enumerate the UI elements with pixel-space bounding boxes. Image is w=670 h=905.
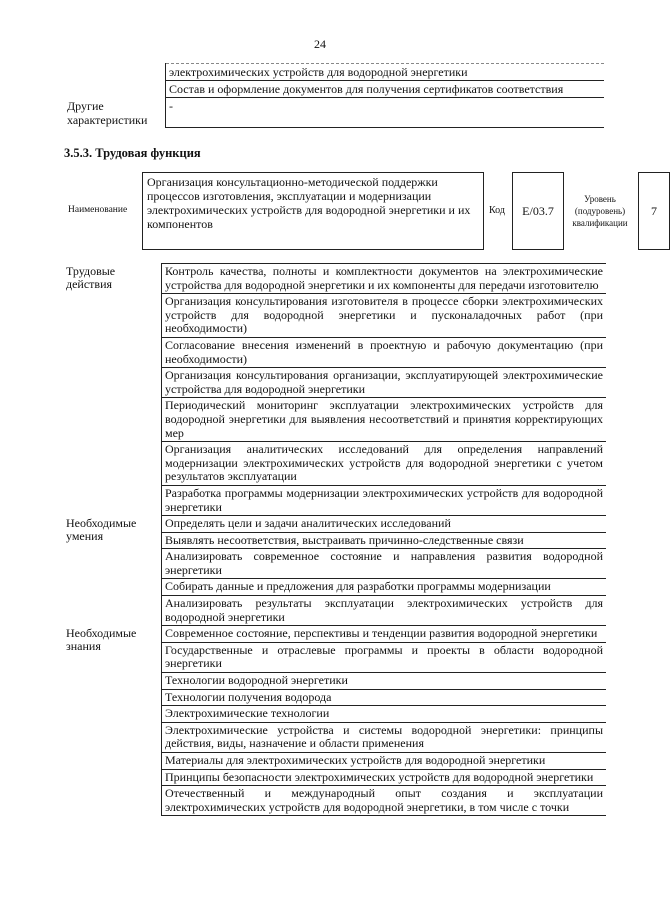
qualification-level-label: Уровень (подуровень) квалификации: [572, 194, 628, 228]
row-label: [64, 81, 166, 98]
list-item: Анализировать результаты эксплуатации электрохимических устройств для водородной энергетики: [162, 596, 607, 626]
row-value: Состав и оформление документов для получения сертификатов соответствия: [166, 81, 605, 98]
table-row: [64, 64, 604, 81]
category-required-skills: Необходимые умения: [66, 515, 137, 544]
category-required-knowledge: Необходимые знания: [66, 625, 137, 654]
table-row: [64, 626, 606, 643]
list-item: Организация аналитических исследований для определения направлений модернизации электрохимических устройств для водородной энергетики с учетом результатов эксплуатации: [162, 442, 607, 486]
list-item: Электрохимические технологии: [162, 706, 607, 723]
list-item: Технологии получения водорода: [162, 689, 607, 706]
list-item: Разработка программы модернизации электрохимических устройств для водородной энергетики: [162, 485, 607, 515]
list-item: Отечественный и международный опыт создания и эксплуатации электрохимических устройств для водородной энергетики, в том числе с точки: [162, 786, 607, 816]
list-item: Контроль качества, полноты и комплектности документов на электрохимические устройства для водородной энергетики и их компоненты для передачи изготовителю: [162, 264, 607, 294]
function-header: [64, 172, 657, 252]
row-label-other-characteristics: Другие характеристики: [67, 98, 148, 127]
list-item: Принципы безопасности электрохимических устройств для водородной энергетики: [162, 769, 607, 786]
function-name-label: Наименование: [68, 205, 128, 215]
page-number: 24: [314, 37, 326, 51]
qualification-level: 7: [638, 172, 670, 250]
function-code: E/03.7: [512, 172, 564, 250]
table-row: [64, 264, 606, 294]
function-code-label: Код: [489, 205, 505, 216]
characteristics-table: [64, 63, 604, 128]
list-item: Материалы для электрохимических устройств для водородной энергетики: [162, 753, 607, 770]
list-item: Периодический мониторинг эксплуатации электрохимических устройств для водородной энергетики для выявления несоответствий и принятия корректирующих мер: [162, 398, 607, 442]
list-item: Технологии водородной энергетики: [162, 673, 607, 690]
row-value: электрохимических устройств для водородной энергетики: [166, 64, 605, 81]
list-item: Собирать данные и предложения для разработки программы модернизации: [162, 579, 607, 596]
list-item: Современное состояние, перспективы и тенденции развития водородной энергетики: [162, 626, 607, 643]
function-details-table: [64, 263, 606, 816]
list-item: Анализировать современное состояние и направления развития водородной энергетики: [162, 549, 607, 579]
function-name: Организация консультационно-методической поддержки процессов изготовления, эксплуатации и модернизации электрохимических устройств для водородной энергетики и их компонентов: [142, 172, 484, 250]
category-labor-actions: Трудовые действия: [66, 263, 116, 292]
row-value: -: [166, 98, 605, 128]
list-item: Согласование внесения изменений в проектную и рабочую документацию (при необходимости): [162, 337, 607, 367]
table-row: [64, 81, 604, 98]
table-row: [64, 516, 606, 533]
list-item: Организация консультирования организации, эксплуатирующей электрохимические устройства для водородной энергетики: [162, 368, 607, 398]
row-label: [64, 64, 166, 81]
list-item: Организация консультирования изготовителя в процессе сборки электрохимических устройств для водородной энергетики и пусконаладочных работ (при необходимости): [162, 294, 607, 338]
list-item: Электрохимические устройства и системы водородной энергетики: принципы действия, виды, назначение и области применения: [162, 722, 607, 752]
list-item: Государственные и отраслевые программы и проекты в области водородной энергетики: [162, 642, 607, 672]
table-row: [64, 98, 604, 128]
list-item: Определять цели и задачи аналитических исследований: [162, 516, 607, 533]
section-heading: 3.5.3. Трудовая функция: [64, 146, 201, 160]
list-item: Выявлять несоответствия, выстраивать причинно-следственные связи: [162, 532, 607, 549]
